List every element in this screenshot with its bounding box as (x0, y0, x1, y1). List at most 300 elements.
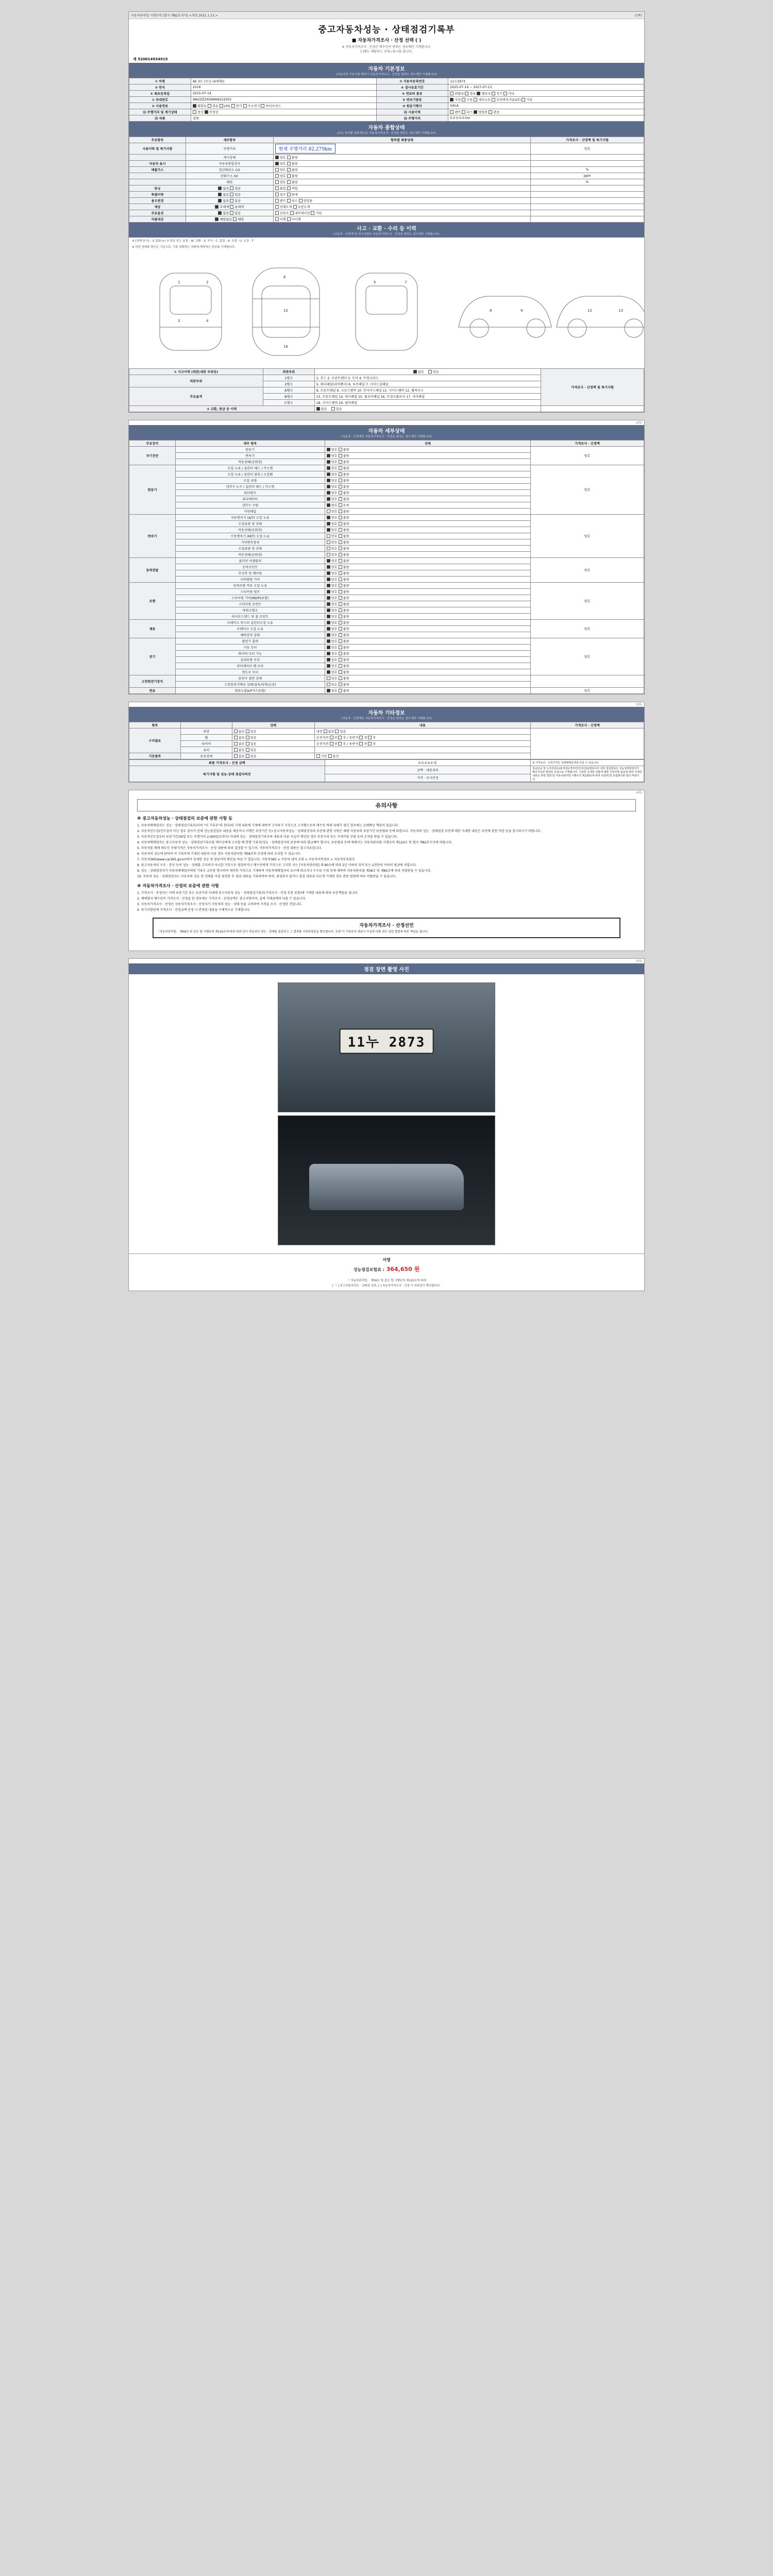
detail-state[interactable]: 양호 불량 (325, 484, 531, 490)
footer-note-1: 「 자동차관리법」 제58조 및 같은 법 시행규칙 제120조에 따라 (346, 1279, 427, 1283)
overall-remark (531, 161, 644, 167)
notice-paragraph: 6. 자동차의 성능에 관하여 이 기록부에 기재된 내용과 다른 경우 자동차관리법 제58조의 규정에 따라 조치할 수 있습니다. (137, 852, 301, 856)
basic-label-l: ⑨ 사용연료 (129, 103, 191, 109)
accident-history-title: ① 사고이력 (외판/내판 부위등) (129, 369, 263, 375)
detail-item: 윈도우 모터 (175, 669, 325, 675)
overall-remark: % (531, 167, 644, 173)
basic-value-r[interactable]: G4LA (448, 103, 644, 109)
overall-state[interactable]: 양호 불량 (273, 161, 531, 167)
detail-group: 전기 (129, 638, 176, 675)
svg-text:13: 13 (618, 309, 623, 313)
notice-paragraph: 2. 자동차인도일(인도일이 아닌 경우 검사가 언제 성능점검일로 내용을 제공이나 이행은 보장기간 등) 중고자동차성능 · 상태점검자의 보증에 관한 사항은 해당 자동차의 보증기간 보증범위 등에 따릅니다. 자동차의 성능 · 상태점검 보증에 대한 자세한 내용은 보증에 관한 약관 등을 참고하시기 바랍니다. (137, 829, 542, 833)
detail-item: 오일유량 및 상태 (175, 521, 325, 527)
outer-rank-1: 1랭크 (263, 375, 314, 381)
remark-label: 특기사항 및 성능·상태 점검자의견 (129, 766, 325, 782)
notice-paragraph: 4. 특기사항란에 가격조사 · 산정금액 산정 시 반영된 내용을 구체적으로 기재합니다. (137, 908, 250, 912)
detail-state[interactable]: 양호 불량 (325, 558, 531, 564)
detail-item: 와이퍼 모터 기능 (175, 651, 325, 657)
overall-state[interactable]: 양호 불량 (273, 155, 531, 161)
overall-state[interactable]: 양호 불량 (273, 173, 531, 179)
etc-remark (531, 728, 644, 759)
detail-state[interactable]: 양호 불량 (325, 515, 531, 521)
detail-state[interactable]: 양호 불량 (325, 626, 531, 632)
lifted-car-shape (309, 1164, 464, 1210)
detail-state[interactable]: 양호 불량 (325, 607, 531, 614)
overall-col-2: 항목별 최종상태 (273, 137, 531, 143)
detail-state[interactable]: 양호 불량 (325, 527, 531, 533)
basic-value-r[interactable]: 11누2973 (448, 78, 644, 84)
table-row (129, 447, 644, 453)
section-accident-band (129, 223, 644, 238)
footer-note-2: [ ㄱ ] 중고자동차성능 · 상태점 검표, [ ] 자동차가격조사 · 산정 기 위와같이 확인합니다. (332, 1284, 441, 1288)
detail-item: 오일 누유 / 실린더 헤드 / 가스켓 (175, 465, 325, 471)
detail-state[interactable]: 양호 불량 (325, 453, 531, 459)
overall-key (129, 173, 186, 179)
detail-state[interactable]: 양호 불량 (325, 583, 531, 589)
overall-sub: 해당없음 해당 (186, 216, 273, 223)
detail-state[interactable]: 양호 불량 (325, 447, 531, 453)
accident-legend-1: ※ [상태 표시] : ① 없음(×) ② 판금 또는 용접 : W, 교환 : X, 부식 : C, 흠집 : A, 요철 : U, 손상 : T (132, 240, 254, 243)
mileage-handwritten: 현재 주행거리 82,279km (275, 144, 335, 154)
signature-label: 서명 (129, 1253, 644, 1264)
detail-item: 배력장치 상태 (175, 632, 325, 638)
accident-parts-col-0: 외판부위 (263, 369, 314, 375)
overall-key: 자동차 표시 (129, 161, 186, 167)
overall-state-table (129, 137, 644, 223)
inspection-insurance-fee (129, 1264, 644, 1277)
overall-sub: 매연 (186, 179, 273, 185)
detail-state[interactable]: 양호 불량 (325, 533, 531, 539)
section-detail-note: (자동차 · 산정액은 자동차가격조사 · 산정을 원하는 경우에만 기재합니다) (341, 435, 432, 438)
detail-item: 스티어링 조인트 (175, 601, 325, 607)
overall-sub: 없음 있음 (186, 198, 273, 204)
basic-label-l: ⑦ 차대번호 (129, 97, 191, 103)
document-page (0, 11, 773, 1291)
declaration-box (153, 918, 620, 938)
etc-state[interactable]: 없음 있음 (232, 747, 314, 753)
detail-item: 등속조인트 (175, 564, 325, 570)
basic-value-r[interactable]: 0 0 0 0 0 km (448, 115, 644, 122)
page-title: 중고자동차성능 · 상태점검기록부 (318, 25, 455, 35)
etc-item: 외장 (180, 728, 232, 735)
detail-item: 동력조향 작동 오일 누유 (175, 583, 325, 589)
page-number-5: (5쪽) (636, 960, 642, 963)
overall-remark: % (531, 179, 644, 185)
etc-group: 수리필요 (129, 728, 181, 753)
overall-remark (531, 185, 644, 192)
etc-state[interactable]: 없음 있음 (232, 753, 314, 759)
detail-col-0: 주요장치 (129, 440, 176, 447)
etc-col-3: 가격조사 · 산정액 (531, 722, 644, 728)
frame-rank-c: C랭크 (263, 400, 314, 406)
notice-paragraph: 1. 자동차매매업자는 성능 · 상태점검기록부(이하 "이 기록부"라 한다)의 기재 내용에 기재에 대하여 고지하기 거짓으로 고지했으로써 매수인 에게 피해가 생긴 경우에는 손해배상 책임이 있습니다. (137, 824, 399, 827)
overall-col-0: 주요항목 (129, 137, 186, 143)
detail-item: 클러치 어셈블리 (175, 558, 325, 564)
inner-history-value[interactable]: 없음 있음 (314, 406, 541, 412)
section-accident-note: (자동차 · 산정액 및 특기사항은 자동차가격조사 · 산정을 원하는 경우에만 기재합니다) (333, 233, 440, 236)
overall-key: 튜닝 (129, 185, 186, 192)
basic-value-r[interactable]: 렌트 리스 영업용 관용 (448, 109, 644, 115)
overall-key: 사용이력 및 특기사항 (129, 143, 186, 155)
section-accident-title: 사고 · 교환 · 수리 등 이력 (357, 226, 416, 232)
section-photo-band (129, 963, 644, 974)
table-row (129, 78, 644, 84)
detail-state[interactable]: 양호 불량 (325, 459, 531, 465)
outer-rank-2: 2랭크 (263, 381, 314, 387)
detail-state[interactable]: 양호 불량 (325, 601, 531, 607)
frame-label: 주요골격 (129, 387, 263, 406)
detail-state[interactable]: 양호 불량 (325, 620, 531, 626)
detail-item: 기어변속장치 (175, 539, 325, 546)
overall-state[interactable]: 선루프 내비게이션 기타 (273, 210, 531, 216)
basic-value-r[interactable]: 자동 수동 세미오토 무단변속기(CVT) 기타 (448, 97, 644, 103)
inner-history-title: ② 교환, 판금 등 이력 (129, 406, 315, 412)
detail-item: 스티어링 기어(MDPS포함) (175, 595, 325, 601)
document-subtitle: ■ 자동차가격조사 · 산정 선택 ( ) (351, 38, 422, 43)
etc-content[interactable] (314, 747, 531, 753)
detail-remark: 양호 (531, 558, 644, 583)
detail-state[interactable]: 양호 불량 (325, 509, 531, 515)
etc-content[interactable]: 내장 없음 있음 (314, 728, 531, 735)
detail-state[interactable]: 양호 불량 (325, 657, 531, 663)
document-note-2: [ ]에는 해당되는 곳에 √표시를 합니다. (360, 50, 413, 54)
svg-text:4: 4 (206, 319, 209, 323)
accident-parts-table (129, 368, 644, 412)
detail-state[interactable]: 양호 불량 (325, 663, 531, 669)
overall-key: 용도변경 (129, 198, 186, 204)
overall-state[interactable] (273, 143, 531, 155)
basic-label-r: ⑭ 주행거리 (376, 115, 448, 122)
page-number-3: (3쪽) (636, 703, 642, 706)
detail-state[interactable]: 양호 불량 (325, 490, 531, 496)
frame-rank-b: B랭크 (263, 394, 314, 400)
notice-paragraph: 7. 자동차365(www.car365.go.kr)에서 상세한 성능 및 압류이력 확인을 하실 수 있습니다. 자동차365 > 자동차 내역 조회 > 자동차이력정보 > 자동차등록원부 (137, 858, 355, 861)
total-price-value: 0 0 0 0 0 원 (325, 760, 531, 766)
table-row (129, 185, 644, 192)
car-diagram-svg (129, 250, 644, 368)
total-price-table (129, 759, 644, 782)
overall-state[interactable]: 양호 불량 (273, 167, 531, 173)
notice-paragraph: 4. 자동차매매업자는 중고자동차 성능 · 상태점검기록부를 매수인에게 고지할 때 현행 기록부(성능 · 상태점검자의 보증에 따라 발급해야 합니다. 보증범위 등에 대해서는 자동차관리법 시행규칙 제120조 및 별지 제82호서식에 따릅니다. (137, 841, 452, 844)
detail-state[interactable]: 양호 불량 (325, 589, 531, 595)
detail-remark: 양호 (531, 620, 644, 638)
svg-text:3: 3 (178, 319, 180, 323)
table-row (129, 109, 644, 115)
inner-history-remark (541, 406, 644, 412)
detail-state[interactable]: 양호 불량 (325, 465, 531, 471)
basic-label-r: ⑫ 사용이력 (376, 109, 448, 115)
table-row (129, 115, 644, 122)
detail-remark: 양호 (531, 465, 644, 515)
overall-state[interactable]: 침수 화재 (273, 192, 531, 198)
management-number: 제 520014934915 (133, 57, 168, 61)
detail-item: 파워크랭크 (175, 607, 325, 614)
svg-text:10: 10 (283, 309, 288, 313)
outer-exist-checkbox[interactable]: 있음 (428, 369, 439, 374)
table-row (129, 198, 644, 204)
table-row (129, 161, 644, 167)
svg-text:16: 16 (283, 345, 288, 349)
detail-group: 동력전달 (129, 558, 176, 583)
section-basic-note: (자동차의 기본사항 확인이 자동차가격조사 · 산정을 원하는 경우에만 기재합니다) (336, 73, 437, 76)
overall-sub: 탄화수소 HC (186, 173, 273, 179)
section-basic-info-band (129, 63, 644, 78)
basic-label-l: ⑬ 차종 (129, 115, 191, 122)
detail-item: 원동기 (175, 447, 325, 453)
overall-sub: 없음 있음 (186, 192, 273, 198)
overall-key: 색상 (129, 204, 186, 210)
detail-state[interactable]: 양호 불량 (325, 552, 531, 558)
section-overall-band (129, 122, 644, 137)
etc-content[interactable]: 운전석전 전 후 / 동반석 전 후 (314, 741, 531, 747)
detail-item: 냉각수 수량 (175, 502, 325, 509)
sheet-1 (128, 11, 645, 413)
detail-state[interactable]: 양호 부족 (325, 502, 531, 509)
form-code: 자동차관리법 시행규칙 [별지 제82호서식] <개정 2021.1.13.> (131, 14, 218, 18)
detail-state[interactable]: 양호 불량 (325, 682, 531, 688)
detail-item: 브레이크 마스터 실린더오일 누유 (175, 620, 325, 626)
basic-label-l: ⑤ 최초등록일 (129, 91, 191, 97)
total-price-note: ※ 가격조사 · 산정가격은 실제매매금액과 다를 수 있습니다. (531, 760, 644, 766)
detail-item: 작동상태(공회전) (175, 552, 325, 558)
table-row (129, 155, 644, 161)
etc-col-1: 상태 (232, 722, 314, 728)
overall-remark: ppm (531, 173, 644, 179)
svg-text:5: 5 (374, 280, 376, 284)
notice-paragraph: 2. 매매업자 매수인이 가격조사 · 산정을 한 경우에는 가격조사 · 산정금액은 참고사항이며, 실제 거래금액과 다를 수 있습니다. (137, 897, 306, 901)
license-plate-number: 11누 2873 (340, 1028, 434, 1054)
page-number-2: (2쪽) (636, 421, 642, 425)
detail-state[interactable]: 양호 불량 (325, 632, 531, 638)
detail-state[interactable]: 양호 불량 (325, 546, 531, 552)
svg-text:2: 2 (206, 280, 209, 284)
detail-item: 스티어링 펌프 (175, 589, 325, 595)
svg-text:7: 7 (405, 280, 407, 284)
table-row (129, 173, 644, 179)
sheet-2 (128, 420, 645, 694)
table-row (129, 192, 644, 198)
accident-parts-col-2: 가격조사 · 산정액 및 특기사항 (541, 369, 644, 406)
basic-label-r: ④ 검사유효기간 (376, 84, 448, 91)
etc-state[interactable]: 없음 있음 (232, 735, 314, 741)
outer-none-checkbox[interactable]: 없음 (413, 369, 424, 374)
detail-remark: 양호 (531, 688, 644, 694)
section-basic-title: 자동차 기본정보 (368, 66, 405, 72)
overall-remark (531, 210, 644, 216)
svg-text:12: 12 (587, 309, 592, 313)
basic-label-l: ① 차명 (129, 78, 191, 84)
overall-remark (531, 192, 644, 198)
etc-col-0: 항목 (129, 722, 181, 728)
section-etc-title: 자동차 기타정보 (368, 710, 405, 716)
basic-label-r: ⑥ 연료의 종류 (376, 91, 448, 97)
detail-state[interactable]: 양호 불량 (325, 669, 531, 675)
overall-state[interactable]: 양호 불량 (273, 179, 531, 185)
sheet-5 (128, 958, 645, 1291)
overall-key (129, 155, 186, 161)
detail-remark: 양호 (531, 638, 644, 675)
overall-key: 배출가스 (129, 167, 186, 173)
overall-sub: 자동차종합검사 (186, 161, 273, 167)
overall-sub: 무채색 유채색 (186, 204, 273, 210)
detail-item: 작동상태(공회전) (175, 527, 325, 533)
notice-paragraph: 1. 가격조사 · 산정자는 이에 보증기간 또는 보증거리 이내에 중고자동차 성능 · 상태점검기록부(가격조사 · 산정 부분 포함)에 기재한 내용에 따라 보증책임을 집니다. (137, 891, 359, 895)
svg-text:1: 1 (178, 280, 180, 284)
table-row (129, 97, 644, 103)
basic-value-r[interactable]: 2025-07-14 ~ 2027-07-13 (448, 84, 644, 91)
detail-state[interactable]: 양호 불량 (325, 570, 531, 577)
table-row (129, 204, 644, 210)
document-note-1: ※ 자동차가격조사 · 산정은 매수인이 원하는 경우에만 기재합니다. (342, 45, 431, 49)
overall-remark: 양호 (531, 143, 644, 155)
outer-rank-2-text: 5. 쿼터패널(리어펜더) 6. 루프패널 7. 사이드실패널 (314, 381, 541, 387)
table-row (129, 638, 644, 645)
table-row (129, 84, 644, 91)
detail-remark (531, 675, 644, 688)
detail-state[interactable]: 양호 불량 (325, 638, 531, 645)
etc-content[interactable]: 기본 옵션 (314, 753, 531, 759)
table-row (129, 143, 644, 155)
sheet-3 (128, 702, 645, 783)
table-row (129, 728, 644, 735)
overall-state[interactable]: 렌트 리스 영업용 (273, 198, 531, 204)
section-photo-title: 점검 장면 촬영 사진 (364, 967, 409, 973)
car-damage-diagram (129, 250, 644, 368)
inspection-fee-label: 성능점검보험료 : (353, 1267, 384, 1273)
detail-remark: 양호 (531, 515, 644, 558)
detail-item: 추진축 및 베어링 (175, 570, 325, 577)
detail-group: 조향 (129, 583, 176, 620)
table-row (129, 167, 644, 173)
frame-rank-a: A랭크 (263, 387, 314, 394)
section-overall-title: 자동차 종합상태 (368, 125, 405, 131)
remark-text: 단순단순 및 도장부위도(표적대도장부터[자외선]보험회사의 내외 점검항목은 성능상태점검자가 확인가능한 범위를 중심으로 기재합니다. 기술한 중대한 결함에 대한 지원사항 없음에 대한 자세한 내용은 관련 법령 및 자동차관리법 시행규칙 제120조에 따라 보험에 및 보험회사와 협의 바랍니다. (531, 766, 644, 782)
detail-group: 연료 (129, 688, 176, 694)
detail-item: 브레이크 오일 누유 (175, 626, 325, 632)
table-row (129, 675, 644, 682)
frame-rank-a-text: 8. 프론트패널 9. 크로스맴버 10. 인사이드패널 11. 사이드멤버 12. 휠하우스 (314, 387, 541, 394)
detail-state[interactable]: 양호 불량 (325, 539, 531, 546)
declaration-body: 「자동차관리법」 제58조 및 같은 법 시행규칙 제120조에 따라 위와 같이 자동차의 성능 · 상태를 점검하고 그 결과를 기록하였음을 확인합니다. 또한 이 기록부의 내용이 사실과 다를 경우 관련 법령에 따른 책임을 집니다. (157, 930, 429, 934)
svg-text:6: 6 (283, 275, 286, 279)
detail-state[interactable]: 양호 불량 (325, 614, 531, 620)
notice-sec2-title: ※ 자동차가격조사 · 산정의 보증에 관한 사항 (137, 884, 219, 888)
etc-state[interactable]: 없음 있음 (232, 728, 314, 735)
detail-item: 고전원전기배선 상태(접속/피복/손상) (175, 682, 325, 688)
detail-state[interactable]: 양호 불량 (325, 471, 531, 478)
overall-remark (531, 198, 644, 204)
detail-col-3: 가격조사 · 산정액 (531, 440, 644, 447)
etc-state[interactable]: 없음 있음 (232, 741, 314, 747)
detail-state[interactable]: 양호 불량 (325, 651, 531, 657)
detail-remark: 양호 (531, 447, 644, 465)
svg-text:9: 9 (520, 309, 523, 313)
detail-state[interactable]: 양호 불량 (325, 595, 531, 601)
detail-col-2: 상태 (325, 440, 531, 447)
overall-state[interactable]: 이행 미이행 (273, 216, 531, 223)
overall-key (129, 179, 186, 185)
basic-value-l[interactable]: 휘발유 경유 LPG 전기 수소전기 하이브리드 (191, 103, 376, 109)
overall-sub: 계기상태 (186, 155, 273, 161)
overall-key: 리콜대상 (129, 216, 186, 223)
etc-item: 유리 (180, 747, 232, 753)
notice-paragraph: 3. 자동차인도일부터 보증기간(30일 또는 주행거리 2,000킬로미터) 이내에 성능 · 상태점검기록부의 내용과 다른 사실이 확인된 경우 보증수리 또는 수리비용 부담 등의 조치를 받을 수 있습니다. (137, 835, 398, 839)
notice-sec1-title: ※ 중고자동차성능 · 상태점검의 보증에 관한 사항 등 (137, 816, 232, 821)
declaration-title: 자동차가격조사 · 산정선언 (359, 923, 414, 928)
basic-label-r: ⑩ 원동기형식 (376, 103, 448, 109)
etc-item: 보유상태 (180, 753, 232, 759)
section-etc-note: (자동차 · 산정액은 자동차가격조사 · 산정을 원하는 경우에만 기재합니다) (341, 717, 432, 720)
detail-state[interactable]: 양호 불량 (325, 688, 531, 694)
inspection-fee-value: 364,650 원 (386, 1266, 420, 1273)
etc-info-table (129, 722, 644, 759)
detail-item: 발전기 출력 (175, 638, 325, 645)
section-detail-band (129, 425, 644, 440)
basic-value-l[interactable]: 2015-07-14 (191, 91, 376, 97)
detail-state[interactable]: 양호 불량 (325, 521, 531, 527)
table-row (129, 688, 644, 694)
detail-item: 디퍼렌셜 기어 (175, 577, 325, 583)
detail-col-1: 세부 항목 (175, 440, 325, 447)
detail-group: 고전원전기장치 (129, 675, 176, 688)
detail-state[interactable]: 양호 불량 (325, 564, 531, 570)
etc-col-2: 내용 (314, 722, 531, 728)
detail-item: 자동변속기 (A/T) 오일 누유 (175, 515, 325, 521)
sheet-4 (128, 790, 645, 951)
overall-remark (531, 204, 644, 210)
basic-value-l[interactable]: 정상 비정상 (191, 109, 376, 115)
frame-rank-b-text: 13. 프론트패널 14. 대시패널 15. 플로어패널 16. 트렁크플로어 17. 리어패널 (314, 394, 541, 400)
overall-state[interactable]: 불법 적법 (273, 185, 531, 192)
etc-group: 기본품목 (129, 753, 181, 759)
basic-value-l[interactable]: 경형 (191, 115, 376, 122)
detail-state[interactable]: 양호 불량 (325, 645, 531, 651)
outer-panel-label: 외판부위 (129, 375, 263, 387)
basic-value-r[interactable]: 휘발유 경유 엘피지 전기 기타 (448, 91, 644, 97)
overall-state[interactable]: 전체도색 부분도색 (273, 204, 531, 210)
detail-item: 라디에이터 팬 모터 (175, 663, 325, 669)
table-row (129, 583, 644, 589)
section-detail-title: 자동차 세부상태 (368, 429, 405, 434)
accident-legend-2: ※ 하단 상태표 확인은 기준으로, 기록 정확하는 상태에 해당하는 번호를 기재합니다. (132, 246, 236, 249)
table-row (129, 179, 644, 185)
basic-value-l[interactable]: WA2ZZZ4GW6W222052 (191, 97, 376, 103)
detail-item: 타이로드엔드 및 볼 조인트 (175, 614, 325, 620)
detail-state[interactable]: 양호 불량 (325, 478, 531, 484)
overall-col-1: 세부항목 (186, 137, 273, 143)
detail-item: 냉각수 누수 / 실린더 헤드 / 가스켓 (175, 484, 325, 490)
overall-key: 특별이력 (129, 192, 186, 198)
page-number-1: (1쪽) (634, 14, 642, 18)
basic-value-l[interactable]: 2016 (191, 84, 376, 91)
svg-text:8: 8 (490, 309, 492, 313)
table-row (129, 558, 644, 564)
etc-content[interactable]: 운전석전 전 후 / 동반석 전 후 (314, 735, 531, 741)
detail-state[interactable]: 양호 불량 (325, 577, 531, 583)
etc-item: 타이어 (180, 741, 232, 747)
basic-label-l: ⑪ 주행거리 및 계기상태 (129, 109, 191, 115)
basic-value-l[interactable]: AE 3도 (모닝 (4세대)) (191, 78, 376, 84)
detail-state[interactable]: 양호 불량 (325, 675, 531, 682)
table-row (129, 465, 644, 471)
detail-item: 수동변속기 (M/T) 오일 누유 (175, 533, 325, 539)
notice-section (129, 795, 644, 951)
etc-item: 휠 (180, 735, 232, 741)
detail-state[interactable]: 양호 불량 (325, 496, 531, 502)
remark-sub-2: 가격 · 조사산정 (325, 774, 531, 782)
detail-item: 오일유량 및 상태 (175, 546, 325, 552)
detail-state-table (129, 440, 644, 694)
